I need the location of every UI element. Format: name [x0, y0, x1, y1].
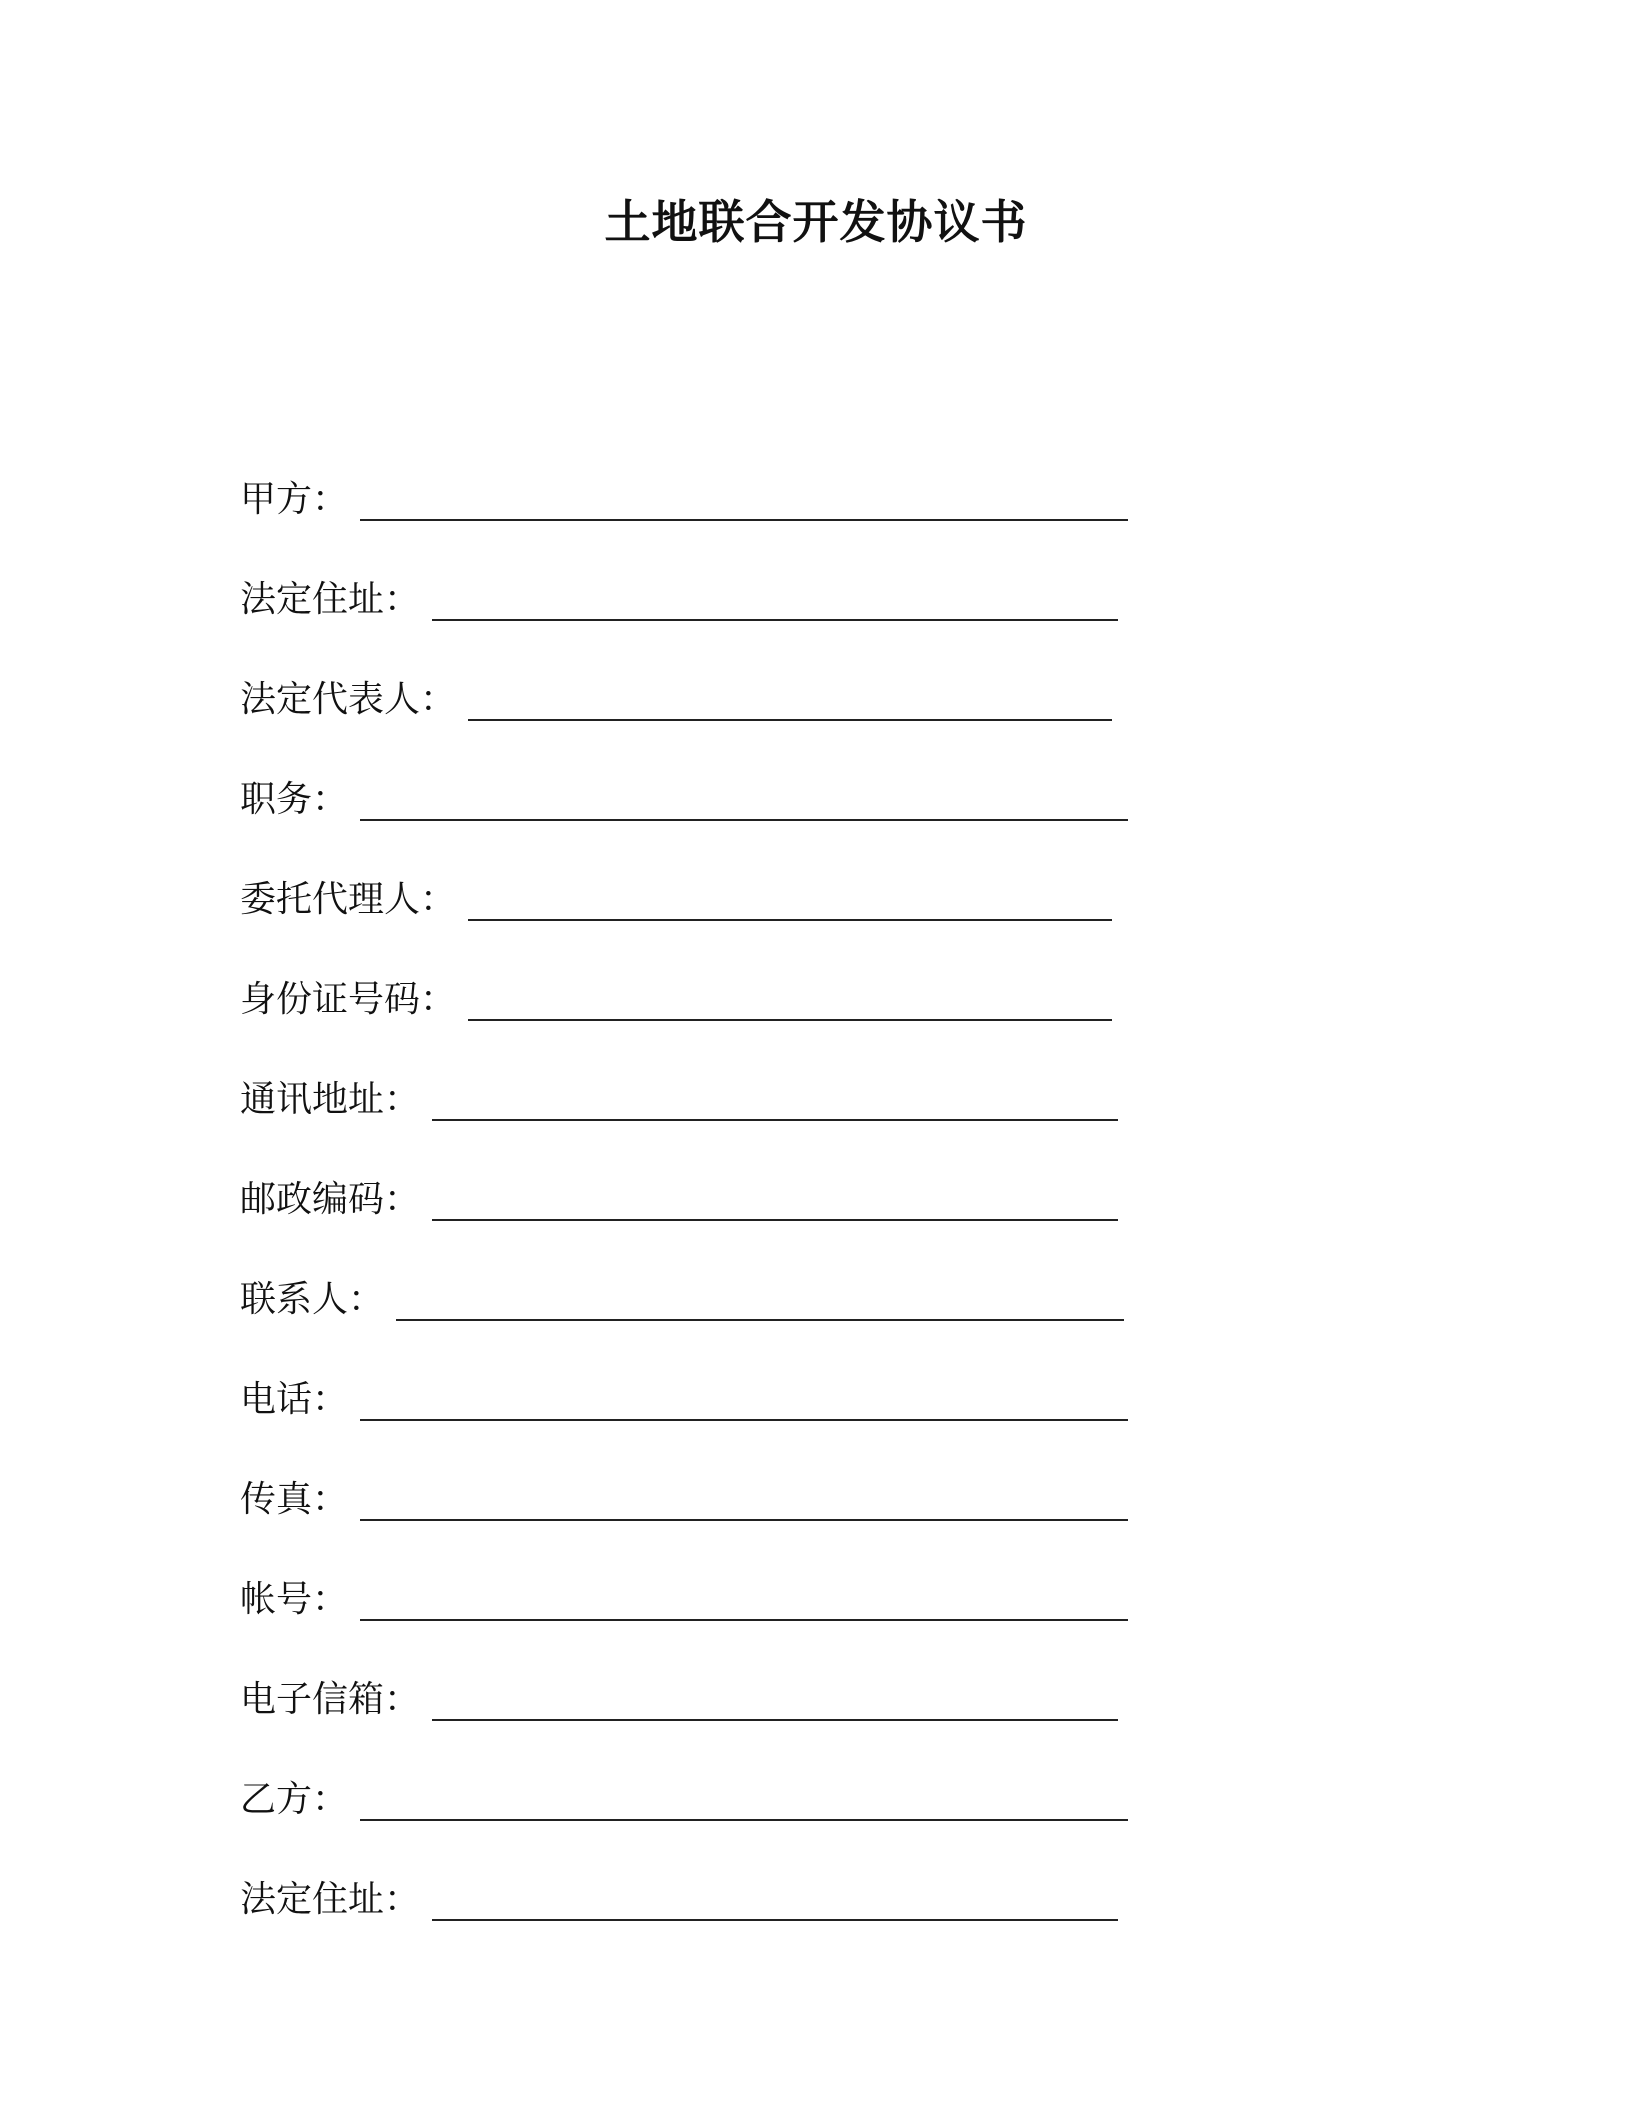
fill-in-blank: [468, 881, 1112, 921]
field-label: 法定代表人：: [240, 679, 457, 720]
field-label: 通讯地址：: [240, 1079, 421, 1120]
field-label: 邮政编码：: [240, 1179, 421, 1220]
field-row-agent: [240, 825, 1380, 925]
field-row-phone: [240, 1325, 1380, 1425]
field-label: 帐号：: [240, 1579, 349, 1620]
fill-in-blank: [432, 1681, 1118, 1721]
field-label: 委托代理人：: [240, 879, 457, 920]
field-label: 职务：: [240, 779, 349, 820]
field-label: 电子信箱：: [240, 1679, 421, 1720]
field-row-legal-address: [240, 525, 1380, 625]
field-row-fax: [240, 1425, 1380, 1525]
fill-in-blank: [432, 581, 1118, 621]
field-label: 乙方：: [240, 1779, 349, 1820]
fill-in-blank: [360, 1481, 1128, 1521]
field-label: 联系人：: [240, 1279, 385, 1320]
fill-in-blank: [468, 681, 1112, 721]
field-row-legal-representative: [240, 625, 1380, 725]
field-row-party-a: [240, 425, 1380, 525]
field-row-legal-address-b: [240, 1825, 1380, 1925]
fill-in-blank: [360, 481, 1128, 521]
field-row-mailing-address: [240, 1025, 1380, 1125]
field-label: 法定住址：: [240, 1879, 421, 1920]
field-label: 法定住址：: [240, 579, 421, 620]
fill-in-blank: [432, 1881, 1118, 1921]
fill-in-blank: [396, 1281, 1124, 1321]
fill-in-blank: [360, 781, 1128, 821]
field-row-id-number: [240, 925, 1380, 1025]
party-info-form: [240, 425, 1380, 1925]
field-label: 身份证号码：: [240, 979, 457, 1020]
field-row-contact: [240, 1225, 1380, 1325]
fill-in-blank: [360, 1581, 1128, 1621]
field-row-account: [240, 1525, 1380, 1625]
field-row-party-b: [240, 1725, 1380, 1825]
field-row-postal-code: [240, 1125, 1380, 1225]
field-row-email: [240, 1625, 1380, 1725]
field-label: 电话：: [240, 1379, 349, 1420]
field-row-position: [240, 725, 1380, 825]
document-title: 土地联合开发协议书: [604, 195, 1028, 249]
fill-in-blank: [360, 1781, 1128, 1821]
fill-in-blank: [360, 1381, 1128, 1421]
field-label: 甲方：: [240, 479, 349, 520]
fill-in-blank: [432, 1181, 1118, 1221]
field-label: 传真：: [240, 1479, 349, 1520]
fill-in-blank: [432, 1081, 1118, 1121]
fill-in-blank: [468, 981, 1112, 1021]
